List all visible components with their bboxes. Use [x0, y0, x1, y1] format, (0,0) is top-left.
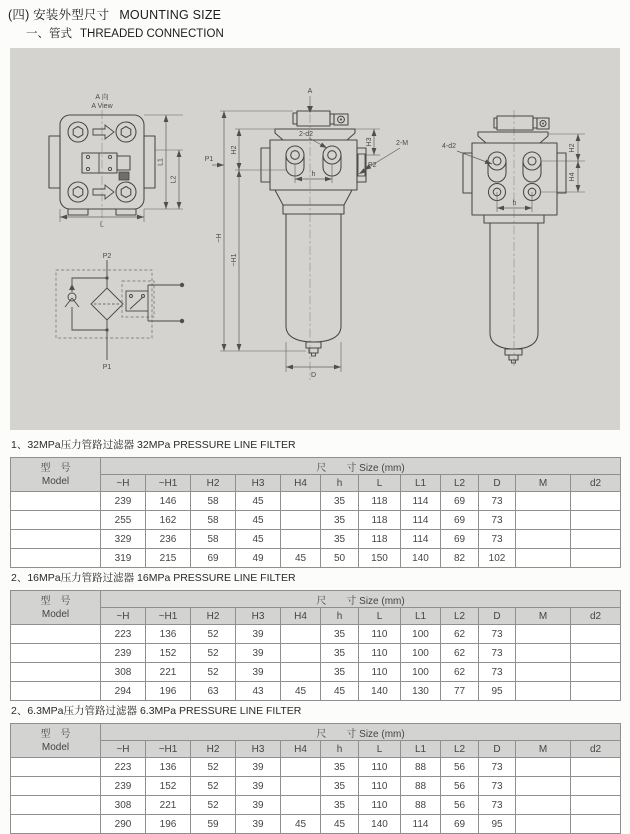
model-cell — [11, 549, 101, 568]
page-title-en: MOUNTING SIZE — [119, 8, 222, 22]
col-header: h — [321, 608, 359, 625]
section-a-label: A — [307, 88, 313, 95]
size-cell: 35 — [321, 492, 359, 511]
terminal-dot — [180, 283, 184, 287]
size-cell: 69 — [441, 530, 479, 549]
model-cell — [11, 492, 101, 511]
size-cell: 43 — [236, 682, 281, 701]
dim-label-h2: H2 — [231, 145, 238, 155]
col-header: L2 — [441, 741, 479, 758]
size-cell: 82 — [441, 549, 479, 568]
size-cell: 35 — [321, 644, 359, 663]
col-header: H4 — [281, 608, 321, 625]
size-cell: 52 — [191, 644, 236, 663]
col-header: H3 — [236, 475, 281, 492]
size-cell: 45 — [321, 682, 359, 701]
a-view-label-en: A View — [91, 103, 113, 110]
size-cell: 114 — [401, 815, 441, 834]
col-header: ~H — [101, 741, 146, 758]
page-title — [8, 5, 221, 23]
size-cell — [281, 796, 321, 815]
size-cell: 329 — [101, 530, 146, 549]
right-boss — [144, 136, 155, 188]
size-cell: 294 — [101, 682, 146, 701]
size-table-6-3mpa — [10, 723, 621, 834]
table-row — [11, 644, 621, 663]
size-cell: 73 — [479, 777, 516, 796]
size-cell — [571, 796, 621, 815]
size-cell: 73 — [479, 663, 516, 682]
size-cell — [571, 530, 621, 549]
model-header-en: Model — [41, 475, 70, 487]
front-view-diagram — [205, 88, 409, 380]
model-cell — [11, 682, 101, 701]
size-cell — [516, 663, 571, 682]
dim-label-h2: H2 — [569, 143, 576, 153]
col-header: h — [321, 475, 359, 492]
size-cell: 118 — [359, 492, 401, 511]
model-cell — [11, 815, 101, 834]
col-header: L2 — [441, 608, 479, 625]
left-boss — [463, 153, 472, 193]
size-cell: 52 — [191, 796, 236, 815]
size-cell: 110 — [359, 758, 401, 777]
size-cell — [281, 663, 321, 682]
col-header: H3 — [236, 608, 281, 625]
col-header: H2 — [191, 475, 236, 492]
table-row — [11, 796, 621, 815]
col-header: D — [479, 741, 516, 758]
size-cell — [516, 530, 571, 549]
port-p1-label: P1 — [102, 364, 112, 371]
size-cell — [516, 682, 571, 701]
size-cell: 56 — [441, 777, 479, 796]
size-cell: 152 — [146, 777, 191, 796]
size-cell — [516, 511, 571, 530]
left-port-boss — [261, 148, 270, 182]
size-cell: 39 — [236, 758, 281, 777]
size-cell: 100 — [401, 644, 441, 663]
drain-plug — [505, 349, 522, 363]
model-cell — [11, 796, 101, 815]
table-section-32mpa — [10, 437, 620, 568]
page-subtitle-en: THREADED CONNECTION — [80, 28, 224, 40]
size-cell: 58 — [191, 492, 236, 511]
size-cell: 110 — [359, 644, 401, 663]
model-header — [11, 724, 101, 758]
side-view-diagram — [442, 110, 585, 366]
col-header: H3 — [236, 741, 281, 758]
foot — [116, 209, 136, 215]
col-header: H4 — [281, 741, 321, 758]
size-cell: 62 — [441, 663, 479, 682]
size-cell — [571, 777, 621, 796]
size-cell: 100 — [401, 625, 441, 644]
size-cell: 152 — [146, 644, 191, 663]
size-cell: 39 — [236, 644, 281, 663]
head-cover — [478, 132, 548, 143]
col-header: L — [359, 475, 401, 492]
model-header-cn: 型 号 — [40, 595, 71, 607]
size-cell: 100 — [401, 663, 441, 682]
size-cell: 236 — [146, 530, 191, 549]
col-header: d2 — [571, 741, 621, 758]
size-cell — [281, 758, 321, 777]
page-title-cn: (四) 安装外型尺寸 — [8, 8, 110, 22]
col-header: M — [516, 741, 571, 758]
size-cell — [571, 549, 621, 568]
size-cell: 35 — [321, 625, 359, 644]
size-cell — [571, 758, 621, 777]
size-cell: 140 — [359, 815, 401, 834]
table-section-16mpa — [10, 570, 620, 701]
size-cell: 69 — [441, 511, 479, 530]
page-subtitle — [26, 25, 224, 41]
size-cell: 308 — [101, 796, 146, 815]
size-cell: 140 — [359, 682, 401, 701]
column-header-row — [11, 608, 621, 625]
size-cell: 58 — [191, 511, 236, 530]
clogging-indicator — [293, 111, 348, 126]
size-cell: 162 — [146, 511, 191, 530]
size-cell — [281, 492, 321, 511]
size-cell: 223 — [101, 758, 146, 777]
col-header: M — [516, 475, 571, 492]
size-cell: 49 — [236, 549, 281, 568]
size-cell: 39 — [236, 815, 281, 834]
size-cell: 110 — [359, 663, 401, 682]
model-cell — [11, 530, 101, 549]
size-cell: 308 — [101, 663, 146, 682]
size-cell: 215 — [146, 549, 191, 568]
left-boss — [49, 136, 60, 188]
table-row — [11, 815, 621, 834]
size-cell: 196 — [146, 815, 191, 834]
col-header: L1 — [401, 741, 441, 758]
dim-label-l2: L2 — [170, 175, 178, 184]
col-header: L1 — [401, 475, 441, 492]
size-cell: 118 — [359, 530, 401, 549]
dim-label-2d2: 2-d2 — [298, 131, 314, 138]
size-cell: 77 — [441, 682, 479, 701]
col-header: D — [479, 608, 516, 625]
size-cell: 39 — [236, 796, 281, 815]
size-cell: 35 — [321, 777, 359, 796]
drain-plug — [306, 342, 321, 356]
size-cell — [516, 777, 571, 796]
size-cell: 39 — [236, 663, 281, 682]
dim-label-h4: H4 — [569, 172, 576, 182]
size-cell: 45 — [281, 815, 321, 834]
table-row — [11, 625, 621, 644]
size-cell — [516, 625, 571, 644]
size-cell: 110 — [359, 777, 401, 796]
dim-label-l: L — [100, 221, 104, 229]
col-header: H4 — [281, 475, 321, 492]
size-cell: 136 — [146, 625, 191, 644]
size-cell: 290 — [101, 815, 146, 834]
dim-label-4d2: 4-d2 — [442, 143, 457, 150]
size-cell: 73 — [479, 511, 516, 530]
size-table-32mpa — [10, 457, 621, 568]
size-cell: 45 — [321, 815, 359, 834]
table-row — [11, 549, 621, 568]
size-cell: 255 — [101, 511, 146, 530]
size-cell — [571, 644, 621, 663]
size-cell — [281, 644, 321, 663]
size-cell: 130 — [401, 682, 441, 701]
col-header: h — [321, 741, 359, 758]
col-header: ~H — [101, 608, 146, 625]
size-cell: 110 — [359, 796, 401, 815]
size-cell — [281, 530, 321, 549]
filter-head — [270, 140, 357, 190]
hydraulic-circuit — [56, 253, 184, 371]
bolt-holes — [488, 152, 541, 201]
size-cell: 35 — [321, 796, 359, 815]
size-cell: 88 — [401, 796, 441, 815]
size-cell: 59 — [191, 815, 236, 834]
size-cell — [571, 682, 621, 701]
size-cell — [516, 758, 571, 777]
dim-label-h1: ~H1 — [231, 253, 238, 267]
size-cell — [281, 777, 321, 796]
foot — [68, 209, 88, 215]
model-cell — [11, 758, 101, 777]
size-cell — [571, 663, 621, 682]
col-header: L — [359, 608, 401, 625]
right-boss — [557, 153, 566, 193]
col-header: L1 — [401, 608, 441, 625]
size-cell: 221 — [146, 796, 191, 815]
neck-chamfer — [275, 190, 352, 205]
size-cell: 69 — [441, 492, 479, 511]
port-p2-label: P2 — [102, 253, 112, 260]
size-cell: 95 — [479, 682, 516, 701]
size-cell: 114 — [401, 530, 441, 549]
col-header: d2 — [571, 475, 621, 492]
size-header: 尺 寸 Size (mm) — [101, 458, 621, 475]
bowl-collar — [283, 205, 344, 214]
size-cell: 196 — [146, 682, 191, 701]
col-header: H2 — [191, 741, 236, 758]
dim-label-h3: H3 — [366, 137, 373, 147]
size-cell: 239 — [101, 777, 146, 796]
size-cell: 39 — [236, 625, 281, 644]
size-header: 尺 寸 Size (mm) — [101, 724, 621, 741]
col-header: ~H — [101, 475, 146, 492]
col-header: D — [479, 475, 516, 492]
size-cell — [571, 511, 621, 530]
size-cell: 73 — [479, 796, 516, 815]
pressure-switch-icon — [122, 281, 184, 323]
size-cell: 45 — [236, 492, 281, 511]
size-cell: 62 — [441, 644, 479, 663]
model-header-cn: 型 号 — [40, 728, 71, 740]
size-cell: 39 — [236, 777, 281, 796]
size-cell: 223 — [101, 625, 146, 644]
size-cell: 150 — [359, 549, 401, 568]
size-cell: 102 — [479, 549, 516, 568]
table-row — [11, 682, 621, 701]
size-cell: 110 — [359, 625, 401, 644]
column-header-row — [11, 475, 621, 492]
size-cell: 114 — [401, 511, 441, 530]
thread-2m-label: 2-M — [396, 140, 409, 147]
dim-label-h-ports: h — [311, 171, 316, 178]
size-cell: 114 — [401, 492, 441, 511]
size-cell: 58 — [191, 530, 236, 549]
table-row — [11, 530, 621, 549]
dim-label-h-total: ~H — [216, 233, 223, 243]
size-cell: 146 — [146, 492, 191, 511]
col-header: d2 — [571, 608, 621, 625]
size-cell — [516, 796, 571, 815]
size-cell — [571, 815, 621, 834]
head-cover — [275, 129, 355, 140]
technical-drawing — [10, 48, 620, 430]
size-cell: 73 — [479, 644, 516, 663]
size-cell: 50 — [321, 549, 359, 568]
size-table-16mpa — [10, 590, 621, 701]
table-row — [11, 777, 621, 796]
table-row — [11, 511, 621, 530]
page-subtitle-cn: 一、管式 — [26, 28, 72, 40]
dim-label-h: h — [512, 200, 517, 207]
column-header-row — [11, 741, 621, 758]
size-cell: 319 — [101, 549, 146, 568]
table-title: 2、16MPa压力管路过滤器 16MPa PRESSURE LINE FILTER — [11, 572, 296, 584]
table-title: 2、6.3MPa压力管路过滤器 6.3MPa PRESSURE LINE FILTER — [11, 705, 302, 717]
model-header — [11, 458, 101, 492]
clogging-indicator — [494, 116, 549, 130]
size-cell — [516, 815, 571, 834]
size-cell: 35 — [321, 530, 359, 549]
size-cell: 45 — [236, 530, 281, 549]
model-header-en: Model — [41, 741, 70, 753]
model-cell — [11, 511, 101, 530]
size-header: 尺 寸 Size (mm) — [101, 591, 621, 608]
size-cell: 45 — [281, 549, 321, 568]
size-cell: 239 — [101, 492, 146, 511]
size-cell: 62 — [441, 625, 479, 644]
flow-arrow-icon — [93, 125, 114, 139]
col-header: L — [359, 741, 401, 758]
size-cell: 221 — [146, 663, 191, 682]
a-view-diagram — [49, 92, 183, 229]
size-cell: 52 — [191, 625, 236, 644]
size-cell: 52 — [191, 663, 236, 682]
size-cell: 95 — [479, 815, 516, 834]
model-cell — [11, 625, 101, 644]
port-p2-label: P2 — [368, 162, 377, 169]
model-header — [11, 591, 101, 625]
size-cell: 56 — [441, 796, 479, 815]
indicator-valve — [82, 153, 130, 180]
check-valve-icon — [65, 276, 109, 331]
size-cell: 136 — [146, 758, 191, 777]
size-cell: 45 — [236, 511, 281, 530]
drawing-panel — [10, 48, 620, 430]
filter-bowl — [286, 214, 341, 342]
model-cell — [11, 777, 101, 796]
size-cell — [516, 549, 571, 568]
size-cell — [516, 644, 571, 663]
size-cell: 73 — [479, 625, 516, 644]
size-cell: 35 — [321, 758, 359, 777]
size-cell: 52 — [191, 777, 236, 796]
size-cell — [516, 492, 571, 511]
size-cell: 88 — [401, 777, 441, 796]
size-cell: 239 — [101, 644, 146, 663]
size-cell: 45 — [281, 682, 321, 701]
a-view-label-cn: A 向 — [95, 94, 109, 101]
size-cell: 56 — [441, 758, 479, 777]
dim-label-d: D — [310, 372, 317, 379]
model-header-cn: 型 号 — [40, 462, 71, 474]
size-cell — [571, 492, 621, 511]
size-cell: 69 — [441, 815, 479, 834]
port-p1-label: P1 — [204, 156, 214, 163]
model-cell — [11, 663, 101, 682]
size-cell: 35 — [321, 511, 359, 530]
table-title: 1、32MPa压力管路过滤器 32MPa PRESSURE LINE FILTER — [11, 439, 296, 451]
size-cell: 73 — [479, 758, 516, 777]
col-header: H2 — [191, 608, 236, 625]
size-cell: 88 — [401, 758, 441, 777]
size-cell — [281, 511, 321, 530]
size-cell: 69 — [191, 549, 236, 568]
flow-arrow-icon — [93, 185, 114, 199]
size-cell: 52 — [191, 758, 236, 777]
table-row — [11, 492, 621, 511]
col-header: ~H1 — [146, 608, 191, 625]
size-cell — [571, 625, 621, 644]
size-cell: 63 — [191, 682, 236, 701]
size-cell: 118 — [359, 511, 401, 530]
model-cell — [11, 644, 101, 663]
table-row — [11, 663, 621, 682]
size-cell: 73 — [479, 492, 516, 511]
size-cell: 140 — [401, 549, 441, 568]
size-cell — [281, 625, 321, 644]
col-header: ~H1 — [146, 741, 191, 758]
model-header-en: Model — [41, 608, 70, 620]
table-row — [11, 758, 621, 777]
col-header: M — [516, 608, 571, 625]
table-section-6-3mpa — [10, 703, 620, 834]
col-header: ~H1 — [146, 475, 191, 492]
terminal-dot — [180, 319, 184, 323]
size-cell: 73 — [479, 530, 516, 549]
col-header: L2 — [441, 475, 479, 492]
dim-label-l1: L1 — [157, 158, 165, 166]
size-cell: 35 — [321, 663, 359, 682]
